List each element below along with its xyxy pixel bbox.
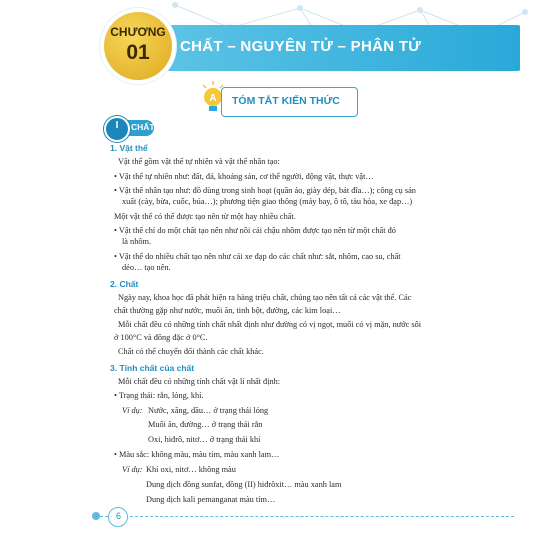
footer-dot (92, 512, 100, 520)
chapter-badge-word: CHƯƠNG (110, 25, 166, 39)
summary-title: TÓM TẮT KIẾN THỨC (232, 95, 340, 107)
paragraph-line: Mỗi chất đều có những tính chất vật lí nhất định: (118, 377, 281, 386)
section-label: CHẤT (131, 122, 155, 132)
example-label: Ví dụ: (122, 406, 143, 415)
example-line: Dung dịch kali pemanganat màu tím… (146, 495, 276, 504)
paragraph-line: là nhôm. (122, 237, 152, 246)
example-line: Dung dịch đồng sunfat, đồng (II) hiđrôxit… màu xanh lam (146, 480, 342, 489)
page-number: 6 (115, 511, 121, 521)
bullet-line: • Vật thể nhân tạo như: đồ dùng trong sinh hoạt (quần áo, giày dép, bát đĩa…); công cụ sản (114, 186, 416, 195)
bullet-line: • Vật thể tự nhiên như: đất, đá, khoáng sản, cơ thể người, động vật, thực vật… (114, 172, 374, 181)
example-line: Khí oxi, nitơ… không màu (146, 465, 236, 474)
paragraph-line: chất thường gặp như nước, muối ăn, tinh bột, đường, các kim loại… (114, 306, 341, 315)
paragraph-line: dẻo… tạo nên. (122, 263, 171, 272)
bullet-line: • Vật thể chỉ do một chất tạo nên như nồi cái chậu nhôm được tạo nên từ một chất đó (114, 226, 396, 235)
chapter-title: CHẤT – NGUYÊN TỬ – PHÂN TỬ (180, 38, 422, 55)
bullet-line: • Vật thể do nhiều chất tạo nên như cái xe đạp do các chất như: sắt, nhôm, cao su, chất (114, 252, 401, 261)
bullet-line: • Màu sắc: không màu, màu tím, màu xanh lam… (114, 450, 280, 459)
paragraph-line: Ngày nay, khoa học đã phát hiện ra hàng triệu chất, chúng tạo nên tất cả các vật thể. Các (118, 293, 412, 302)
footer-dashed-line (100, 516, 514, 517)
example-line: Muối ăn, đường… ở trạng thái rắn (148, 420, 263, 429)
example-line: Oxi, hiđrô, nitơ… ở trạng thái khí (148, 435, 261, 444)
section-number: I (115, 120, 119, 131)
bullet-line: • Trạng thái: rắn, lỏng, khí. (114, 391, 204, 400)
paragraph-line: Vật thể gồm vật thể tự nhiên và vật thể nhân tạo: (118, 157, 280, 166)
paragraph-line: Mỗi chất đều có những tính chất nhất định như đường có vị ngọt, muối có vị mặn, nước sôi (118, 320, 422, 329)
subsection-heading-3: 3. Tính chất của chất (110, 363, 195, 373)
svg-text:A: A (209, 93, 217, 104)
example-line: Nước, xăng, dầu… ở trạng thái lỏng (148, 406, 269, 415)
example-label: Ví dụ: (122, 465, 143, 474)
paragraph-line: Chất có thể chuyển đổi thành các chất khác. (118, 347, 264, 356)
chapter-badge-number: 01 (126, 41, 150, 64)
subsection-heading-1: 1. Vật thể (110, 143, 148, 153)
paragraph-line: Một vật thể có thể được tạo nên từ một hay nhiều chất. (114, 212, 296, 221)
subsection-heading-2: 2. Chất (110, 279, 139, 289)
paragraph-line: xuất (cày, bừa, cuốc, búa…); phương tiện giao thông (máy bay, ô tô, tàu hỏa, xe đạp…) (122, 197, 413, 206)
paragraph-line: ở 100°C và đông đặc ở 0°C. (114, 333, 208, 342)
